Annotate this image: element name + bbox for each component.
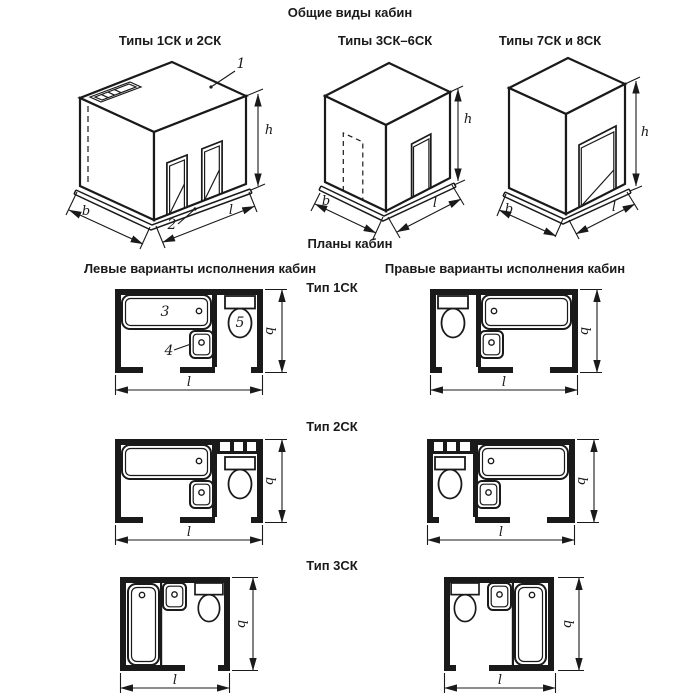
left-variants-header: Левые варианты исполнения кабин [83, 261, 317, 276]
toilet [195, 583, 223, 622]
dimension-l [121, 673, 230, 693]
plan-interior-mirrored [444, 577, 554, 671]
iso-view-7sk-8sk [478, 52, 658, 242]
right-variants-header: Правые варианты исполнения кабин [384, 261, 626, 276]
page-title: Общие виды кабин [287, 5, 413, 20]
dimension-height [450, 86, 472, 185]
partition-line [160, 583, 162, 665]
washbasin [163, 583, 186, 610]
type-2sk-label: Тип 2СК [306, 419, 358, 434]
dim-l-label: l [497, 673, 503, 688]
type-1sk-label: Тип 1СК [306, 280, 358, 295]
callout-4-label: 4 [164, 343, 174, 359]
iso-view-1sk-2sk [50, 52, 285, 252]
dimension-b [262, 440, 287, 523]
figure2-title: Типы 3СК–6СК [337, 33, 433, 48]
iso-view-3sk-6sk [292, 55, 477, 245]
plans-title: Планы кабин [307, 236, 393, 251]
dim-b-label: b [321, 194, 331, 209]
figure3-title: Типы 7СК и 8СК [498, 33, 602, 48]
cabin-box [74, 62, 252, 230]
dim-b-label: b [574, 476, 589, 486]
dim-l-label: l [501, 375, 507, 390]
dim-l-label: l [228, 203, 234, 218]
dimension-height [625, 77, 649, 191]
dimension-l [428, 525, 575, 545]
dim-l-label: l [498, 525, 504, 540]
type-3sk-label: Тип 3СК [306, 558, 358, 573]
dim-h-label: h [640, 125, 650, 140]
dim-l-label: l [611, 200, 617, 215]
plan-interior [115, 439, 263, 523]
plan-2sk-right [425, 437, 615, 552]
plan-3sk-left [118, 575, 268, 700]
plan-interior [115, 289, 263, 373]
callout-2-label: 2 [167, 217, 177, 233]
callout-3-label: 3 [160, 304, 170, 320]
callout-1-label: 1 [236, 56, 246, 72]
dimension-b [577, 290, 602, 373]
plan-1sk-right [428, 287, 618, 402]
dim-b-label: b [577, 326, 592, 336]
vent-duct-block [212, 439, 263, 454]
dimension-l [116, 375, 263, 395]
callout-5-label: 5 [235, 315, 245, 331]
plan-3sk-right [442, 575, 592, 700]
dim-b-label: b [234, 619, 249, 629]
dim-b-label: b [560, 619, 575, 629]
dim-l-label: l [172, 673, 178, 688]
figure1-title: Типы 1СК и 2СК [118, 33, 222, 48]
dim-h-label: h [264, 123, 274, 138]
plan-2sk-left [113, 437, 303, 552]
dimension-b [574, 440, 599, 523]
dimension-l [445, 673, 556, 693]
toilet [225, 457, 255, 499]
dimension-b [262, 290, 287, 373]
dim-h-label: h [463, 112, 473, 127]
dimension-height [246, 89, 273, 190]
bathtub [122, 445, 211, 479]
plan-interior [120, 577, 230, 671]
plan-1sk-left [113, 287, 303, 402]
bathtub [128, 584, 159, 665]
dimension-l [116, 525, 263, 545]
dim-l-label: l [186, 375, 192, 390]
dim-b-label: b [81, 204, 91, 219]
dimension-l [431, 375, 578, 395]
plan-interior-mirrored [427, 439, 575, 523]
dim-l-label: l [432, 196, 438, 211]
dim-l-label: l [186, 525, 192, 540]
dimension-b [558, 578, 584, 671]
plan-interior-mirrored [430, 289, 578, 373]
dim-b-label: b [262, 326, 277, 336]
dimension-b [232, 578, 258, 671]
washbasin [190, 481, 213, 508]
dim-b-label: b [504, 202, 514, 217]
dim-b-label: b [262, 476, 277, 486]
washbasin [190, 331, 213, 358]
